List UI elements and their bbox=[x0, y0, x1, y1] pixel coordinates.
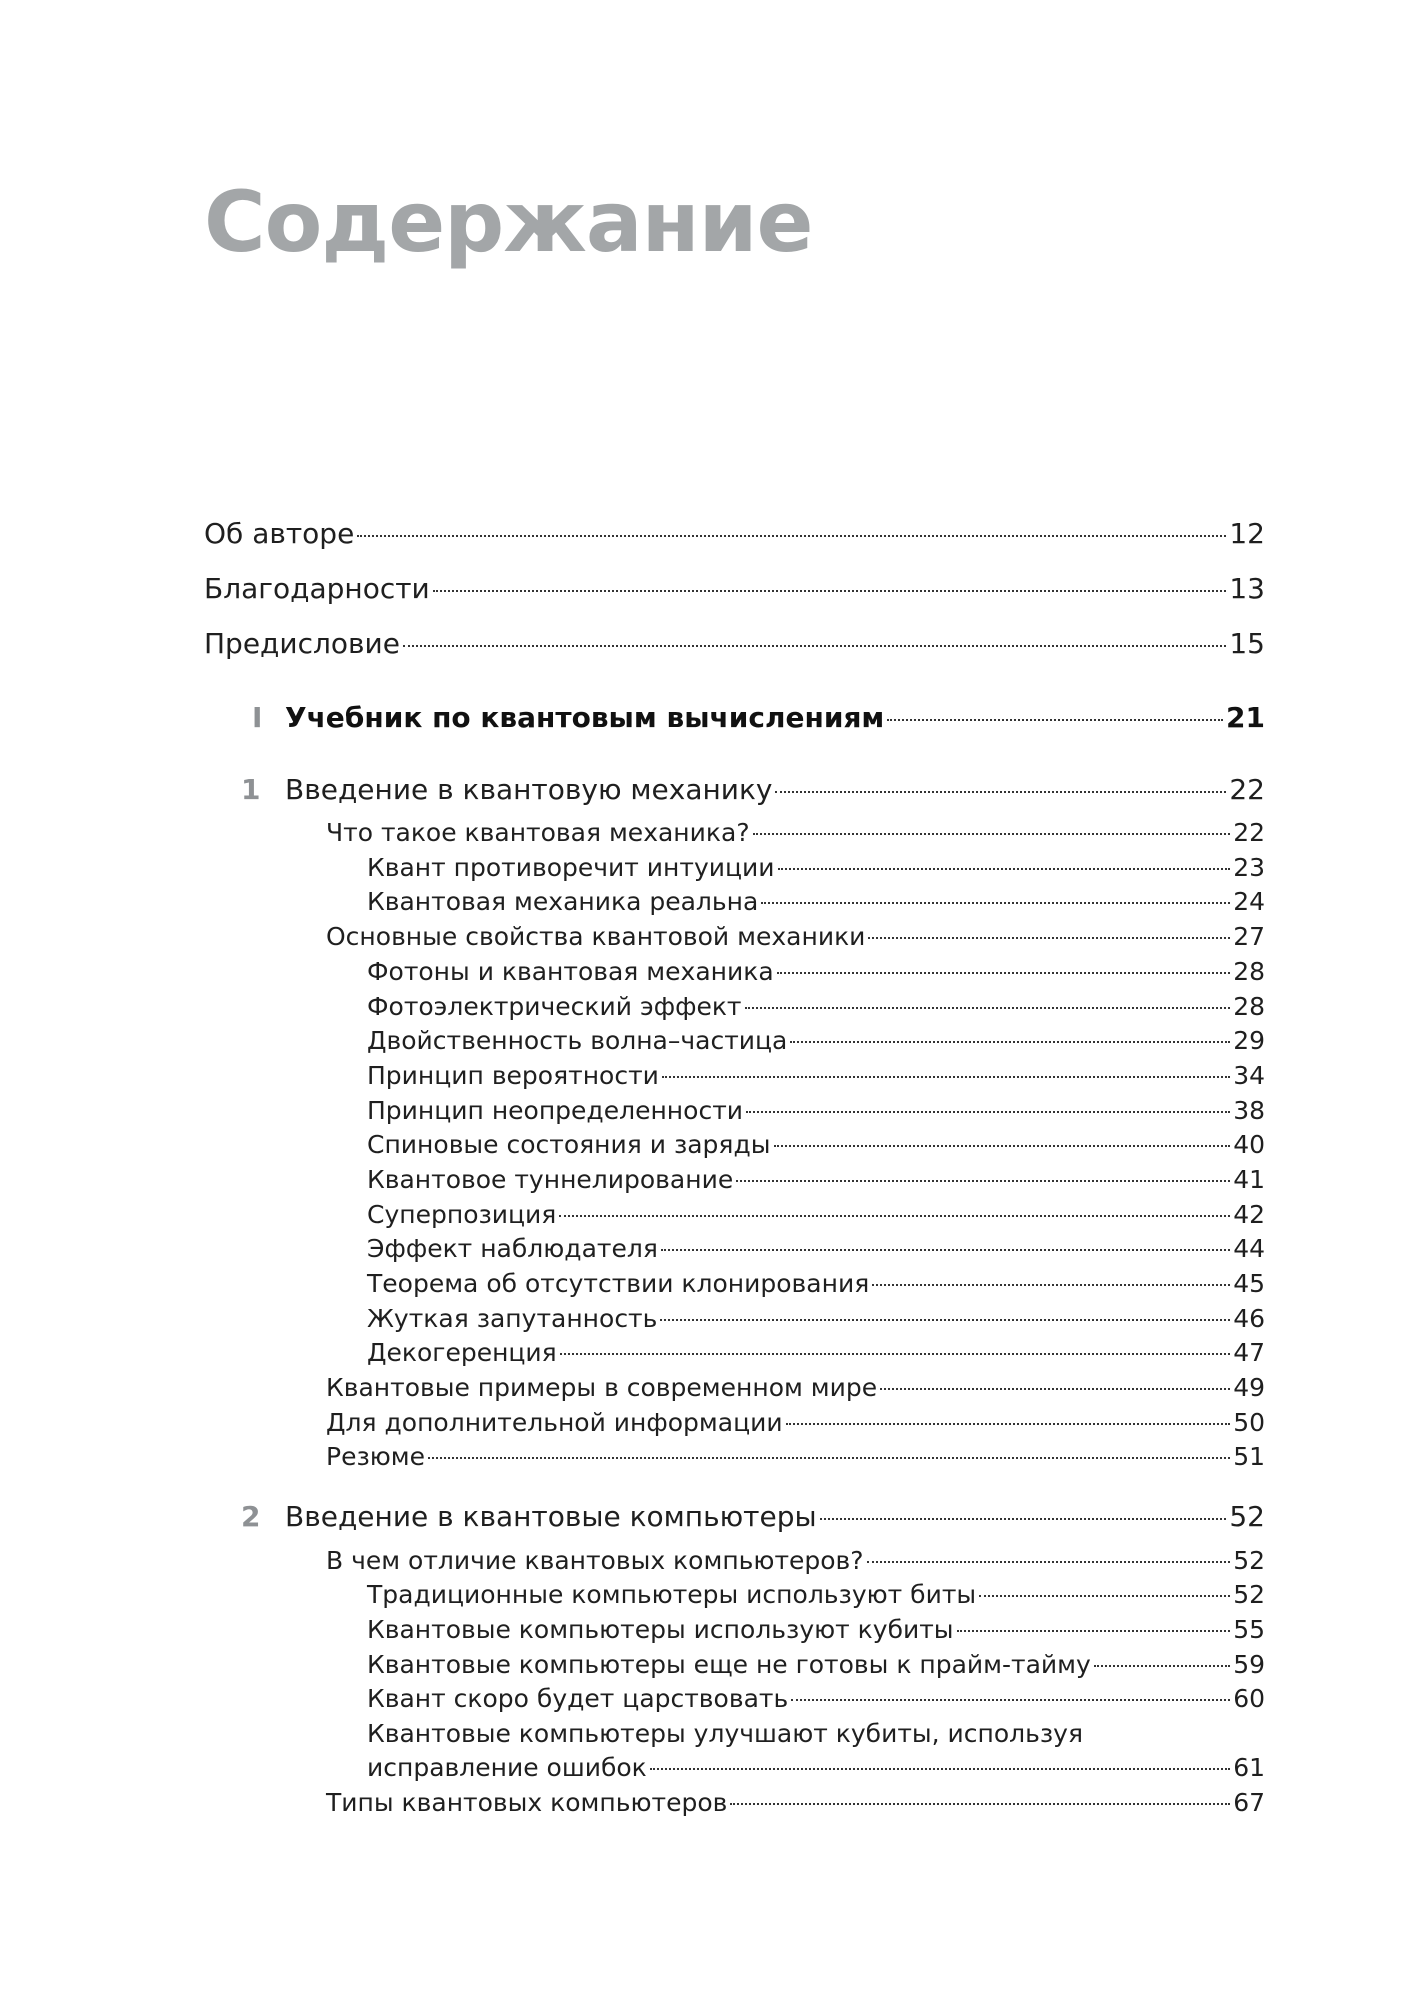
toc-page-number: 41 bbox=[1233, 1165, 1265, 1194]
toc-section[interactable] bbox=[326, 816, 1265, 850]
toc-subsection[interactable] bbox=[367, 955, 1265, 989]
dot-leader bbox=[662, 1076, 1230, 1078]
toc-entry-label: Квантовые примеры в современном мире bbox=[326, 1373, 878, 1402]
toc-entry-label: Фотоэлектрический эффект bbox=[367, 992, 742, 1021]
page-title: Содержание bbox=[204, 173, 813, 271]
dot-leader bbox=[775, 791, 1226, 793]
toc-subsection[interactable] bbox=[367, 1128, 1265, 1162]
dot-leader bbox=[753, 833, 1231, 835]
toc-entry-label: Типы квантовых компьютеров bbox=[326, 1788, 728, 1817]
dot-leader bbox=[428, 1457, 1230, 1459]
toc-page-number: 59 bbox=[1233, 1650, 1265, 1679]
dot-leader bbox=[820, 1518, 1227, 1520]
toc-page-number: 49 bbox=[1233, 1373, 1265, 1402]
toc-subsection[interactable] bbox=[367, 1094, 1265, 1128]
toc-chapter-2[interactable] bbox=[241, 1500, 1265, 1534]
dot-leader bbox=[661, 1249, 1230, 1251]
toc-entry-label: Резюме bbox=[326, 1442, 426, 1471]
toc-subsection[interactable] bbox=[367, 1267, 1265, 1301]
toc-entry-label: Квантовое туннелирование bbox=[367, 1165, 734, 1194]
toc-page-number: 28 bbox=[1233, 957, 1265, 986]
toc-subsection[interactable] bbox=[367, 1232, 1265, 1266]
toc-entry-about-author[interactable] bbox=[204, 517, 1265, 551]
dot-leader bbox=[868, 937, 1230, 939]
toc-page-number: 52 bbox=[1233, 1546, 1265, 1575]
toc-entry-label: Квантовая механика реальна bbox=[367, 887, 759, 916]
toc-entry-label: Квант противоречит интуиции bbox=[367, 853, 775, 882]
dot-leader bbox=[774, 1145, 1231, 1147]
toc-section[interactable] bbox=[326, 1786, 1265, 1820]
toc-page-number: 13 bbox=[1229, 572, 1265, 605]
toc-subsection[interactable] bbox=[367, 1682, 1265, 1716]
toc-subsection[interactable] bbox=[367, 1302, 1265, 1336]
toc-entry-label: Жуткая запутанность bbox=[367, 1304, 658, 1333]
toc-entry-label: Традиционные компьютеры используют биты bbox=[367, 1580, 977, 1609]
toc-page-number: 27 bbox=[1233, 922, 1265, 951]
dot-leader bbox=[867, 1561, 1231, 1563]
toc-entry-label: Что такое квантовая механика? bbox=[326, 818, 750, 847]
toc-part-1[interactable] bbox=[252, 701, 1265, 735]
toc-entry-label: Теорема об отсутствии клонирования bbox=[367, 1269, 870, 1298]
toc-section[interactable] bbox=[326, 1406, 1265, 1440]
toc-page-number: 55 bbox=[1233, 1615, 1265, 1644]
toc-entry-label: Квант скоро будет царствовать bbox=[367, 1684, 789, 1713]
chapter-number: 1 bbox=[241, 773, 261, 806]
toc-page-number: 52 bbox=[1229, 1500, 1265, 1533]
toc-section[interactable] bbox=[326, 1440, 1265, 1474]
toc-page-number: 12 bbox=[1229, 517, 1265, 550]
toc-entry-acknowledgements[interactable] bbox=[204, 572, 1265, 606]
toc-subsection[interactable] bbox=[367, 851, 1265, 885]
dot-leader bbox=[880, 1388, 1230, 1390]
toc-entry-label-cont: исправление ошибок bbox=[367, 1753, 647, 1782]
dot-leader bbox=[650, 1768, 1230, 1770]
dot-leader bbox=[778, 868, 1231, 870]
toc-subsection[interactable] bbox=[367, 990, 1265, 1024]
dot-leader bbox=[736, 1180, 1230, 1182]
toc-entry-label: Об авторе bbox=[204, 517, 355, 550]
toc-page-number: 45 bbox=[1233, 1269, 1265, 1298]
toc-entry-label: Принцип неопределенности bbox=[367, 1096, 744, 1125]
toc-subsection[interactable] bbox=[367, 1648, 1265, 1682]
toc-entry-label: Квантовые компьютеры улучшают кубиты, используя bbox=[367, 1719, 1084, 1748]
toc-entry-label: Учебник по квантовым вычислениям bbox=[285, 701, 885, 734]
toc-page-number: 23 bbox=[1233, 853, 1265, 882]
toc-entry-label: Квантовые компьютеры еще не готовы к прайм-тайму bbox=[367, 1650, 1091, 1679]
toc-section[interactable] bbox=[326, 1544, 1265, 1578]
toc-subsection[interactable] bbox=[367, 1613, 1265, 1647]
dot-leader bbox=[745, 1007, 1231, 1009]
toc-section[interactable] bbox=[326, 920, 1265, 954]
toc-chapter-1[interactable] bbox=[241, 773, 1265, 807]
toc-entry-label: Принцип вероятности bbox=[367, 1061, 659, 1090]
toc-page-number: 34 bbox=[1233, 1061, 1265, 1090]
dot-leader bbox=[791, 1699, 1230, 1701]
dot-leader bbox=[777, 972, 1231, 974]
toc-page-number: 52 bbox=[1233, 1580, 1265, 1609]
toc-page-number: 24 bbox=[1233, 887, 1265, 916]
dot-leader bbox=[1094, 1665, 1230, 1667]
toc-subsection[interactable] bbox=[367, 1059, 1265, 1093]
dot-leader bbox=[887, 719, 1223, 721]
toc-entry-label: Введение в квантовые компьютеры bbox=[285, 1500, 817, 1533]
toc-entry-label: Введение в квантовую механику bbox=[285, 773, 773, 806]
part-number: I bbox=[252, 701, 263, 734]
toc-entry-label-stack bbox=[367, 1717, 1265, 1785]
dot-leader bbox=[357, 535, 1226, 537]
toc-entry-label: Для дополнительной информации bbox=[326, 1408, 783, 1437]
toc-page-number: 44 bbox=[1233, 1234, 1265, 1263]
dot-leader bbox=[786, 1423, 1231, 1425]
toc-subsection[interactable] bbox=[367, 1198, 1265, 1232]
toc-page-number: 15 bbox=[1229, 627, 1265, 660]
dot-leader bbox=[957, 1630, 1231, 1632]
toc-entry-preface[interactable] bbox=[204, 627, 1265, 661]
dot-leader bbox=[790, 1041, 1230, 1043]
dot-leader bbox=[660, 1319, 1230, 1321]
toc-subsection-multiline[interactable] bbox=[367, 1717, 1265, 1787]
dot-leader bbox=[559, 1215, 1230, 1217]
toc-entry-label: Фотоны и квантовая механика bbox=[367, 957, 774, 986]
toc-page-number: 22 bbox=[1233, 818, 1265, 847]
toc-page-number: 46 bbox=[1233, 1304, 1265, 1333]
toc-entry-label: Суперпозиция bbox=[367, 1200, 557, 1229]
toc-page-number: 21 bbox=[1226, 701, 1265, 734]
toc-subsection[interactable] bbox=[367, 1336, 1265, 1370]
toc-entry-label: Эффект наблюдателя bbox=[367, 1234, 658, 1263]
toc-page-number: 51 bbox=[1233, 1442, 1265, 1471]
toc-entry-label: Квантовые компьютеры используют кубиты bbox=[367, 1615, 954, 1644]
toc-subsection[interactable] bbox=[367, 1163, 1265, 1197]
toc-entry-label: Двойственность волна–частица bbox=[367, 1026, 788, 1055]
dot-leader bbox=[979, 1595, 1230, 1597]
dot-leader bbox=[560, 1353, 1230, 1355]
toc-entry-label: Основные свойства квантовой механики bbox=[326, 922, 866, 951]
chapter-number: 2 bbox=[241, 1500, 261, 1533]
toc-page-number: 40 bbox=[1233, 1130, 1265, 1159]
toc-entry-continuation bbox=[367, 1751, 1265, 1785]
toc-page-number: 28 bbox=[1233, 992, 1265, 1021]
toc-page-number: 38 bbox=[1233, 1096, 1265, 1125]
dot-leader bbox=[872, 1284, 1230, 1286]
toc-subsection[interactable] bbox=[367, 1024, 1265, 1058]
toc-page-number: 60 bbox=[1233, 1684, 1265, 1713]
toc-page-number: 42 bbox=[1233, 1200, 1265, 1229]
toc-page-number: 22 bbox=[1229, 773, 1265, 806]
toc-entry-label: Спиновые состояния и заряды bbox=[367, 1130, 771, 1159]
toc-subsection[interactable] bbox=[367, 1578, 1265, 1612]
dot-leader bbox=[403, 645, 1226, 647]
dot-leader bbox=[730, 1803, 1230, 1805]
toc-entry-label: В чем отличие квантовых компьютеров? bbox=[326, 1546, 864, 1575]
toc-section[interactable] bbox=[326, 1371, 1265, 1405]
toc-page-number: 29 bbox=[1233, 1026, 1265, 1055]
toc-subsection[interactable] bbox=[367, 885, 1265, 919]
toc-entry-label: Декогеренция bbox=[367, 1338, 557, 1367]
toc-page-number: 47 bbox=[1233, 1338, 1265, 1367]
toc-page-number: 61 bbox=[1233, 1753, 1265, 1782]
toc-page-number: 67 bbox=[1233, 1788, 1265, 1817]
toc-entry-label: Благодарности bbox=[204, 572, 430, 605]
toc-page-number: 50 bbox=[1233, 1408, 1265, 1437]
toc-entry-label: Предисловие bbox=[204, 627, 400, 660]
dot-leader bbox=[761, 902, 1230, 904]
dot-leader bbox=[433, 590, 1227, 592]
dot-leader bbox=[746, 1111, 1230, 1113]
